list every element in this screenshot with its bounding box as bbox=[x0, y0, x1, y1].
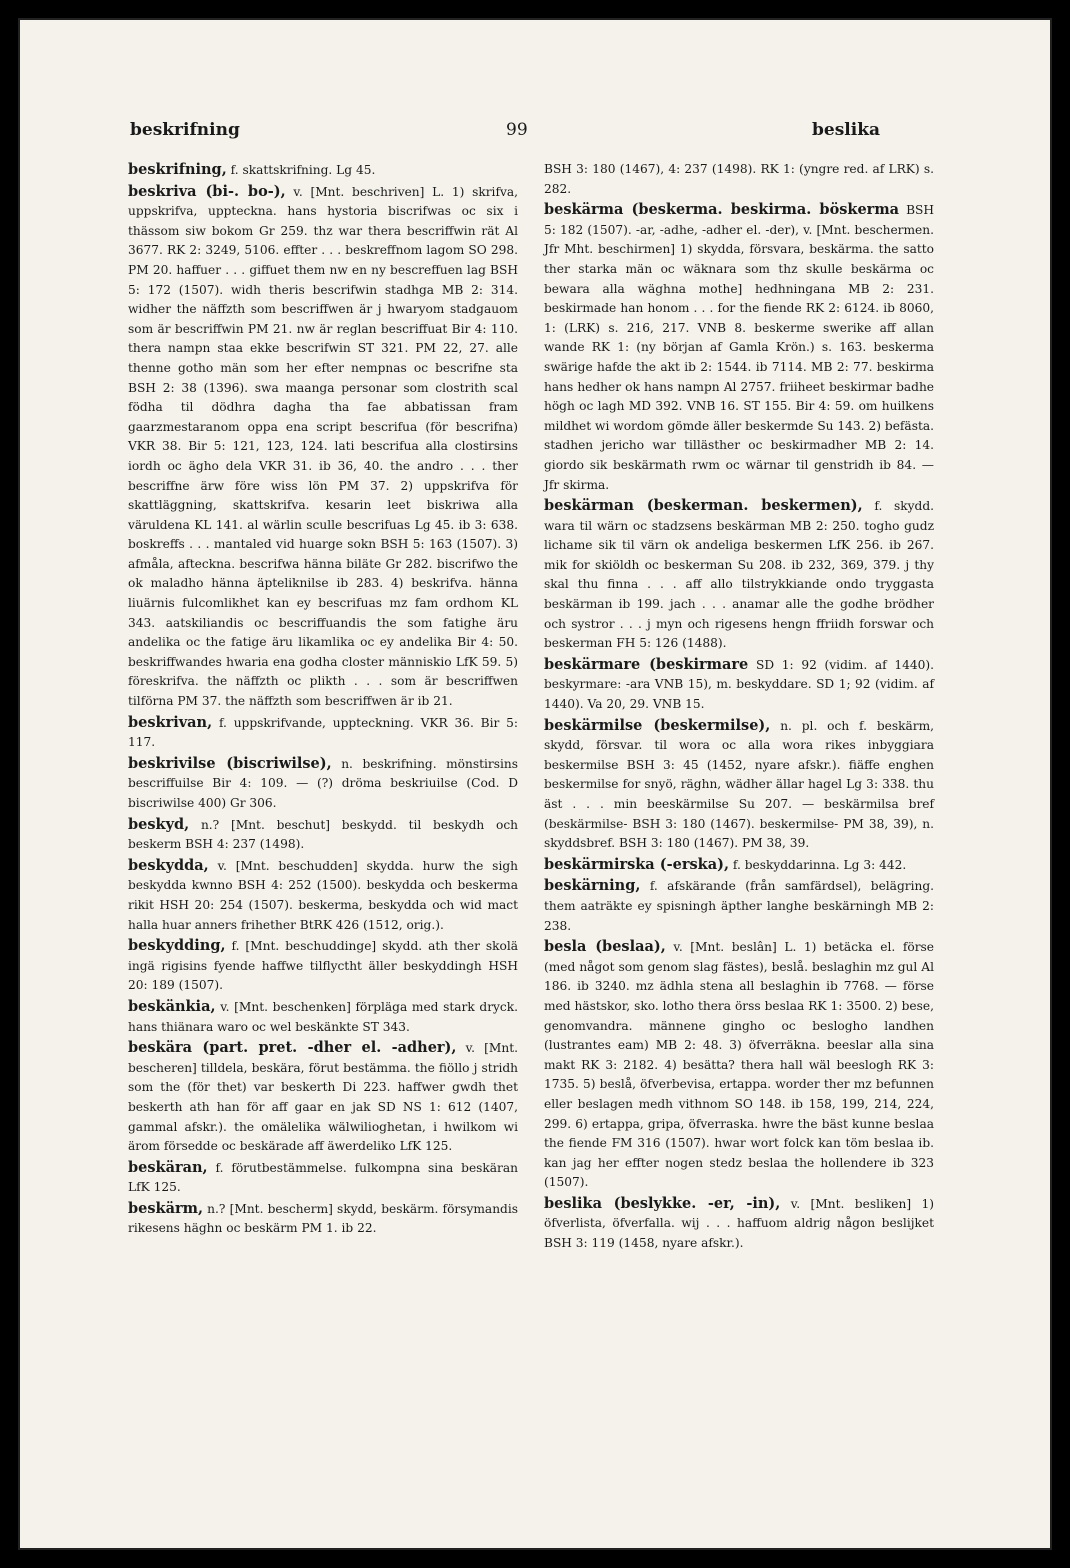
dictionary-entry bbox=[128, 1199, 518, 1239]
entry-body: BSH 3: 180 (1467), 4: 237 (1498). RK 1: (yngre red. af LRK) s. 282. bbox=[544, 162, 934, 196]
headword: beskyd, bbox=[128, 815, 190, 833]
entry-body: f. beskyddarinna. Lg 3: 442. bbox=[732, 857, 907, 872]
running-head-right: beslika bbox=[812, 120, 880, 140]
headword: beskydda, bbox=[128, 856, 209, 874]
dictionary-entry bbox=[544, 937, 934, 1193]
dictionary-entry bbox=[128, 1038, 518, 1157]
dictionary-entry bbox=[544, 496, 934, 654]
dictionary-entry bbox=[128, 754, 518, 814]
entry-body: SD 1: 92 (vidim. af 1440). beskyrmare: -ara VNB 15), m. beskyddare. SD 1; 92 (vidim. af 1440). Va 20, 29. VNB 15. bbox=[544, 657, 935, 712]
dictionary-entry bbox=[128, 815, 518, 855]
dictionary-entry bbox=[128, 182, 518, 712]
headword: beskärmare (beskirmare bbox=[544, 655, 749, 673]
headword: beskänkia, bbox=[128, 997, 216, 1015]
headword: beskära (part. pret. -dher el. -adher), bbox=[128, 1039, 457, 1057]
entry-body: f. skattskrifning. Lg 45. bbox=[230, 163, 376, 177]
entry-body: f. [Mnt. beschuddinge] skydd. ath ther skolä ingä rigisins fyende haffwe tilflyctht äller beskyddingh HSH 20: 189 (1507). bbox=[128, 939, 519, 993]
headword: beskärm, bbox=[128, 1199, 203, 1217]
entry-body: f. uppskrifvande, uppteckning. VKR 36. Bir 5: 117. bbox=[128, 715, 518, 750]
headword: beskriva (bi-. bo-), bbox=[128, 182, 286, 200]
headword: beskydding, bbox=[128, 937, 226, 955]
running-head-left: beskrifning bbox=[130, 120, 240, 140]
dictionary-entry bbox=[128, 1158, 518, 1198]
page-number: 99 bbox=[506, 120, 528, 140]
dictionary-page bbox=[18, 18, 1052, 1550]
left-column bbox=[128, 160, 518, 1240]
headword: beskärmirska (-erska), bbox=[544, 855, 730, 873]
dictionary-entry bbox=[128, 936, 518, 996]
entry-body: v. [Mnt. beschriven] L. 1) skrifva, uppskrifva, uppteckna. hans hystoria biscrifwas oc six i thässom siw bokom Gr 259. thz war thera bescriffwin rät Al 3677. RK 2: 3249, 5106. effter . . . beskreffnom lagom SO 298. PM 20. haffuer . . . giffuet them nw en ny bescreffuen lag BSH 5: 172 (1507). widh theris bescrifwin stadhga MB 2: 314. widher the näffzth som bescriffwen är j hwaryom stadgauom som är bescriffwin PM 21. nw är reglan bescriffuat Bir 4: 110. thera nampn staa ekke bescrifwin ST 321. PM 22, 27. alle thenne gotho män som her efter nempnas oc bescrifne sta BSH 2: 38 (1396). swa maanga personar som clostrith scal födha til dödhra dagha tha fae abbatissan fram gaarzmestaranom oppa ena script bescrifua (för bescrifna) VKR 38. Bir 5: 121, 123, 124. lati bescrifua alla clostirsins iordh oc ägho dela VKR 31. ib 36, 40. the andro . . . ther bescriffne ärw före wiss lön PM 37. 2) uppskrifva för skattläggning, skattskrifva. kesarin leet biskriwa alla väruldena KL 141. al wärlin sculle bescrifuas Lg 45. ib 3: 638. boskreffs . . . mantaled vid huarge sokn BSH 5: 163 (1507). 3) afmåla, afteckna. bescrifwa hänna biläte Gr 282. biscrifwo the ok maladho hänna äpteliknilse ib 283. 4) beskrifva. hänna liuärnis fulcomlikhet kan ey bescrifuas mz fam ordhom KL 343. aatskiliandis oc bescriffuandis the som fatighe äru andelika oc the fatige äru likamlika oc ey andelika Bir 4: 50. beskriffwandes hwaria ena godha closter människio LfK 59. 5) föreskrifva. the näffzth oc plikth . . . som är bescriffwen tilförna PM 37. the näffzth som bescriffwen är ib 21. bbox=[128, 184, 518, 709]
dictionary-entry bbox=[128, 160, 518, 181]
entry-body: n.? [Mnt. beschut] beskydd. til beskydh och beskerm BSH 4: 237 (1498). bbox=[128, 817, 518, 852]
entry-body: BSH 5: 182 (1507). -ar, -adhe, -adher el. -der), v. [Mnt. beschermen. Jfr Mht. beschirmen] 1) skydda, försvara, beskärma. the satto ther starka män oc wäknara som thz skulle beskärma oc bewara alla wäghna mothe] hedhningana MB 2: 231. beskirmade han honom . . . for the fiende RK 2: 6124. ib 8060, 1: (LRK) s. 216, 217. VNB 8. beskerme swerike aff allan wande RK 1: (ny början af Gamla Krön.) s. 163. beskerma swärige hafde the akt ib 2: 1544. ib 7114. MB 2: 77. beskirma hans hedher ok hans nampn Al 2757. friiheet beskirmar badhe högh oc lagh MD 392. VNB 16. ST 155. Bir 4: 59. om huilkens mildhet wi wordom gömde äller beskermde Su 143. 2) befästa. stadhen jericho war tillästher oc beskirmadher MB 2: 14. giordo sik beskärmath rwm oc wärnar til genstridh ib 84. — Jfr skirma. bbox=[544, 203, 934, 492]
dictionary-entry bbox=[128, 997, 518, 1037]
entry-body: v. [Mnt. besliken] 1) öfverlista, öfverfalla. wij . . . haffuom aldrig någon beslijket BSH 3: 119 (1458, nyare afskr.). bbox=[544, 1196, 935, 1251]
dictionary-entry bbox=[544, 855, 934, 876]
headword: beskrivan, bbox=[128, 713, 213, 731]
running-head bbox=[130, 120, 880, 150]
headword: beskrifning, bbox=[128, 161, 227, 178]
headword: beskrivilse (biscriwilse), bbox=[128, 754, 332, 772]
headword: besla (beslaa), bbox=[544, 938, 666, 956]
headword: beskärman (beskerman. beskermen), bbox=[544, 497, 863, 515]
entry-body: n. pl. och f. beskärm, skydd, försvar. til wora oc alla wora rikes inbyggiara beskermilse BSH 3: 45 (1452, nyare afskr.). fiäffe enghen beskermilse for snyö, räghn, wädher ällar hagel Lg 3: 338. thu äst . . . min beeskärmilse Su 207. — beskärmilsa bref (beskärmilse- BSH 3: 180 (1467). beskermilse- PM 38, 39), n. skyddsbref. BSH 3: 180 (1467). PM 38, 39. bbox=[544, 718, 934, 851]
headword: beskärning, bbox=[544, 877, 641, 895]
entry-body: v. [Mnt. beschudden] skydda. hurw the sigh beskydda kwnno BSH 4: 252 (1500). beskydda och beskerma rikit HSH 20: 254 (1507). beskerma, beskydda och wid mact halla huar anners frihether BtRK 426 (1512, orig.). bbox=[128, 858, 518, 932]
entry-body: f. förutbestämmelse. fulkompna sina beskäran LfK 125. bbox=[128, 1160, 518, 1195]
entry-body: v. [Mnt. beschenken] förpläga med stark dryck. hans thiänara waro oc wel beskänkte ST 343. bbox=[128, 999, 519, 1034]
right-column bbox=[544, 160, 934, 1255]
headword: beslika (beslykke. -er, -in), bbox=[544, 1194, 781, 1212]
entry-body: f. afskärande (från samfärdsel), belägring. them aaträkte ey spisningh äpther langhe beskärningh MB 2: 238. bbox=[544, 879, 934, 933]
headword: beskärma (beskerma. beskirma. böskerma bbox=[544, 201, 900, 219]
headword: beskäran, bbox=[128, 1158, 208, 1176]
dictionary-entry bbox=[544, 160, 934, 199]
headword: beskärmilse (beskermilse), bbox=[544, 716, 771, 734]
entry-body: v. [Mnt. beslân] L. 1) betäcka el. förse (med något som genom slag fästes), beslå. beslaghin mz gul Al 186. ib 3240. mz ädhla stena all beslaghin ib 7768. — förse med hästskor, sko. lotho thera örss beslaa RK 1: 3500. 2) bese, genomvandra. männene gingho oc beslogho landhen (lustrantes eam) MB 2: 48. 3) öfverräkna. beeslar alla sina makt RK 3: 2182. 4) besätta? thera hall wäl beeslogh RK 3: 1735. 5) beslå, öfverbevisa, ertappa. worder ther mz befunnen eller beslagen medh vithnom SO 148. ib 158, 199, 214, 224, 299. 6) ertappa, gripa, öfverraska. hwre the bäst kunne beslaa the fiende FM 316 (1507). hwar wort folck kan töm beslaa ib. kan jag her effter nogen stedz beslaa the hollendere ib 323 (1507). bbox=[544, 940, 934, 1190]
dictionary-entry bbox=[544, 1194, 934, 1254]
entry-body: f. skydd. wara til wärn oc stadzsens beskärman MB 2: 250. togho gudz lichame sik til värn ok andeliga beskermen LfK 256. ib 267. mik for skiöldh oc beskerman Su 208. ib 232, 369, 379. j thy skal thu finna . . . aff allo tilstrykkiande ondo tryggasta beskärman ib 199. jach . . . anamar alle the godhe brödher och systror . . . j myn och rigesens hengn ffriidh forswar och beskerman FH 5: 126 (1488). bbox=[544, 499, 935, 651]
dictionary-entry bbox=[128, 856, 518, 935]
entry-body: n. beskrifning. mönstirsins bescriffuilse Bir 4: 109. — (?) dröma beskriuilse (Cod. D biscriwilse 400) Gr 306. bbox=[128, 756, 518, 810]
dictionary-entry bbox=[544, 876, 934, 936]
dictionary-entry bbox=[544, 655, 934, 715]
entry-body: n.? [Mnt. bescherm] skydd, beskärm. försymandis rikesens häghn oc beskärm PM 1. ib 22. bbox=[128, 1201, 518, 1236]
entry-body: v. [Mnt. bescheren] tilldela, beskära, förut bestämma. the fiöllo j stridh som the (för thet) var beskerth Di 223. haffwer gwdh thet beskerth ath han för aff gaar en jak SD NS 1: 612 (1407, gammal afskr.). the omälelika wälwilioghetan, i hwilkom wi ärom försedde oc beskärade aff äwerdeliko LfK 125. bbox=[128, 1041, 518, 1154]
dictionary-entry bbox=[544, 716, 934, 854]
dictionary-entry bbox=[128, 713, 518, 753]
dictionary-entry bbox=[544, 200, 934, 495]
